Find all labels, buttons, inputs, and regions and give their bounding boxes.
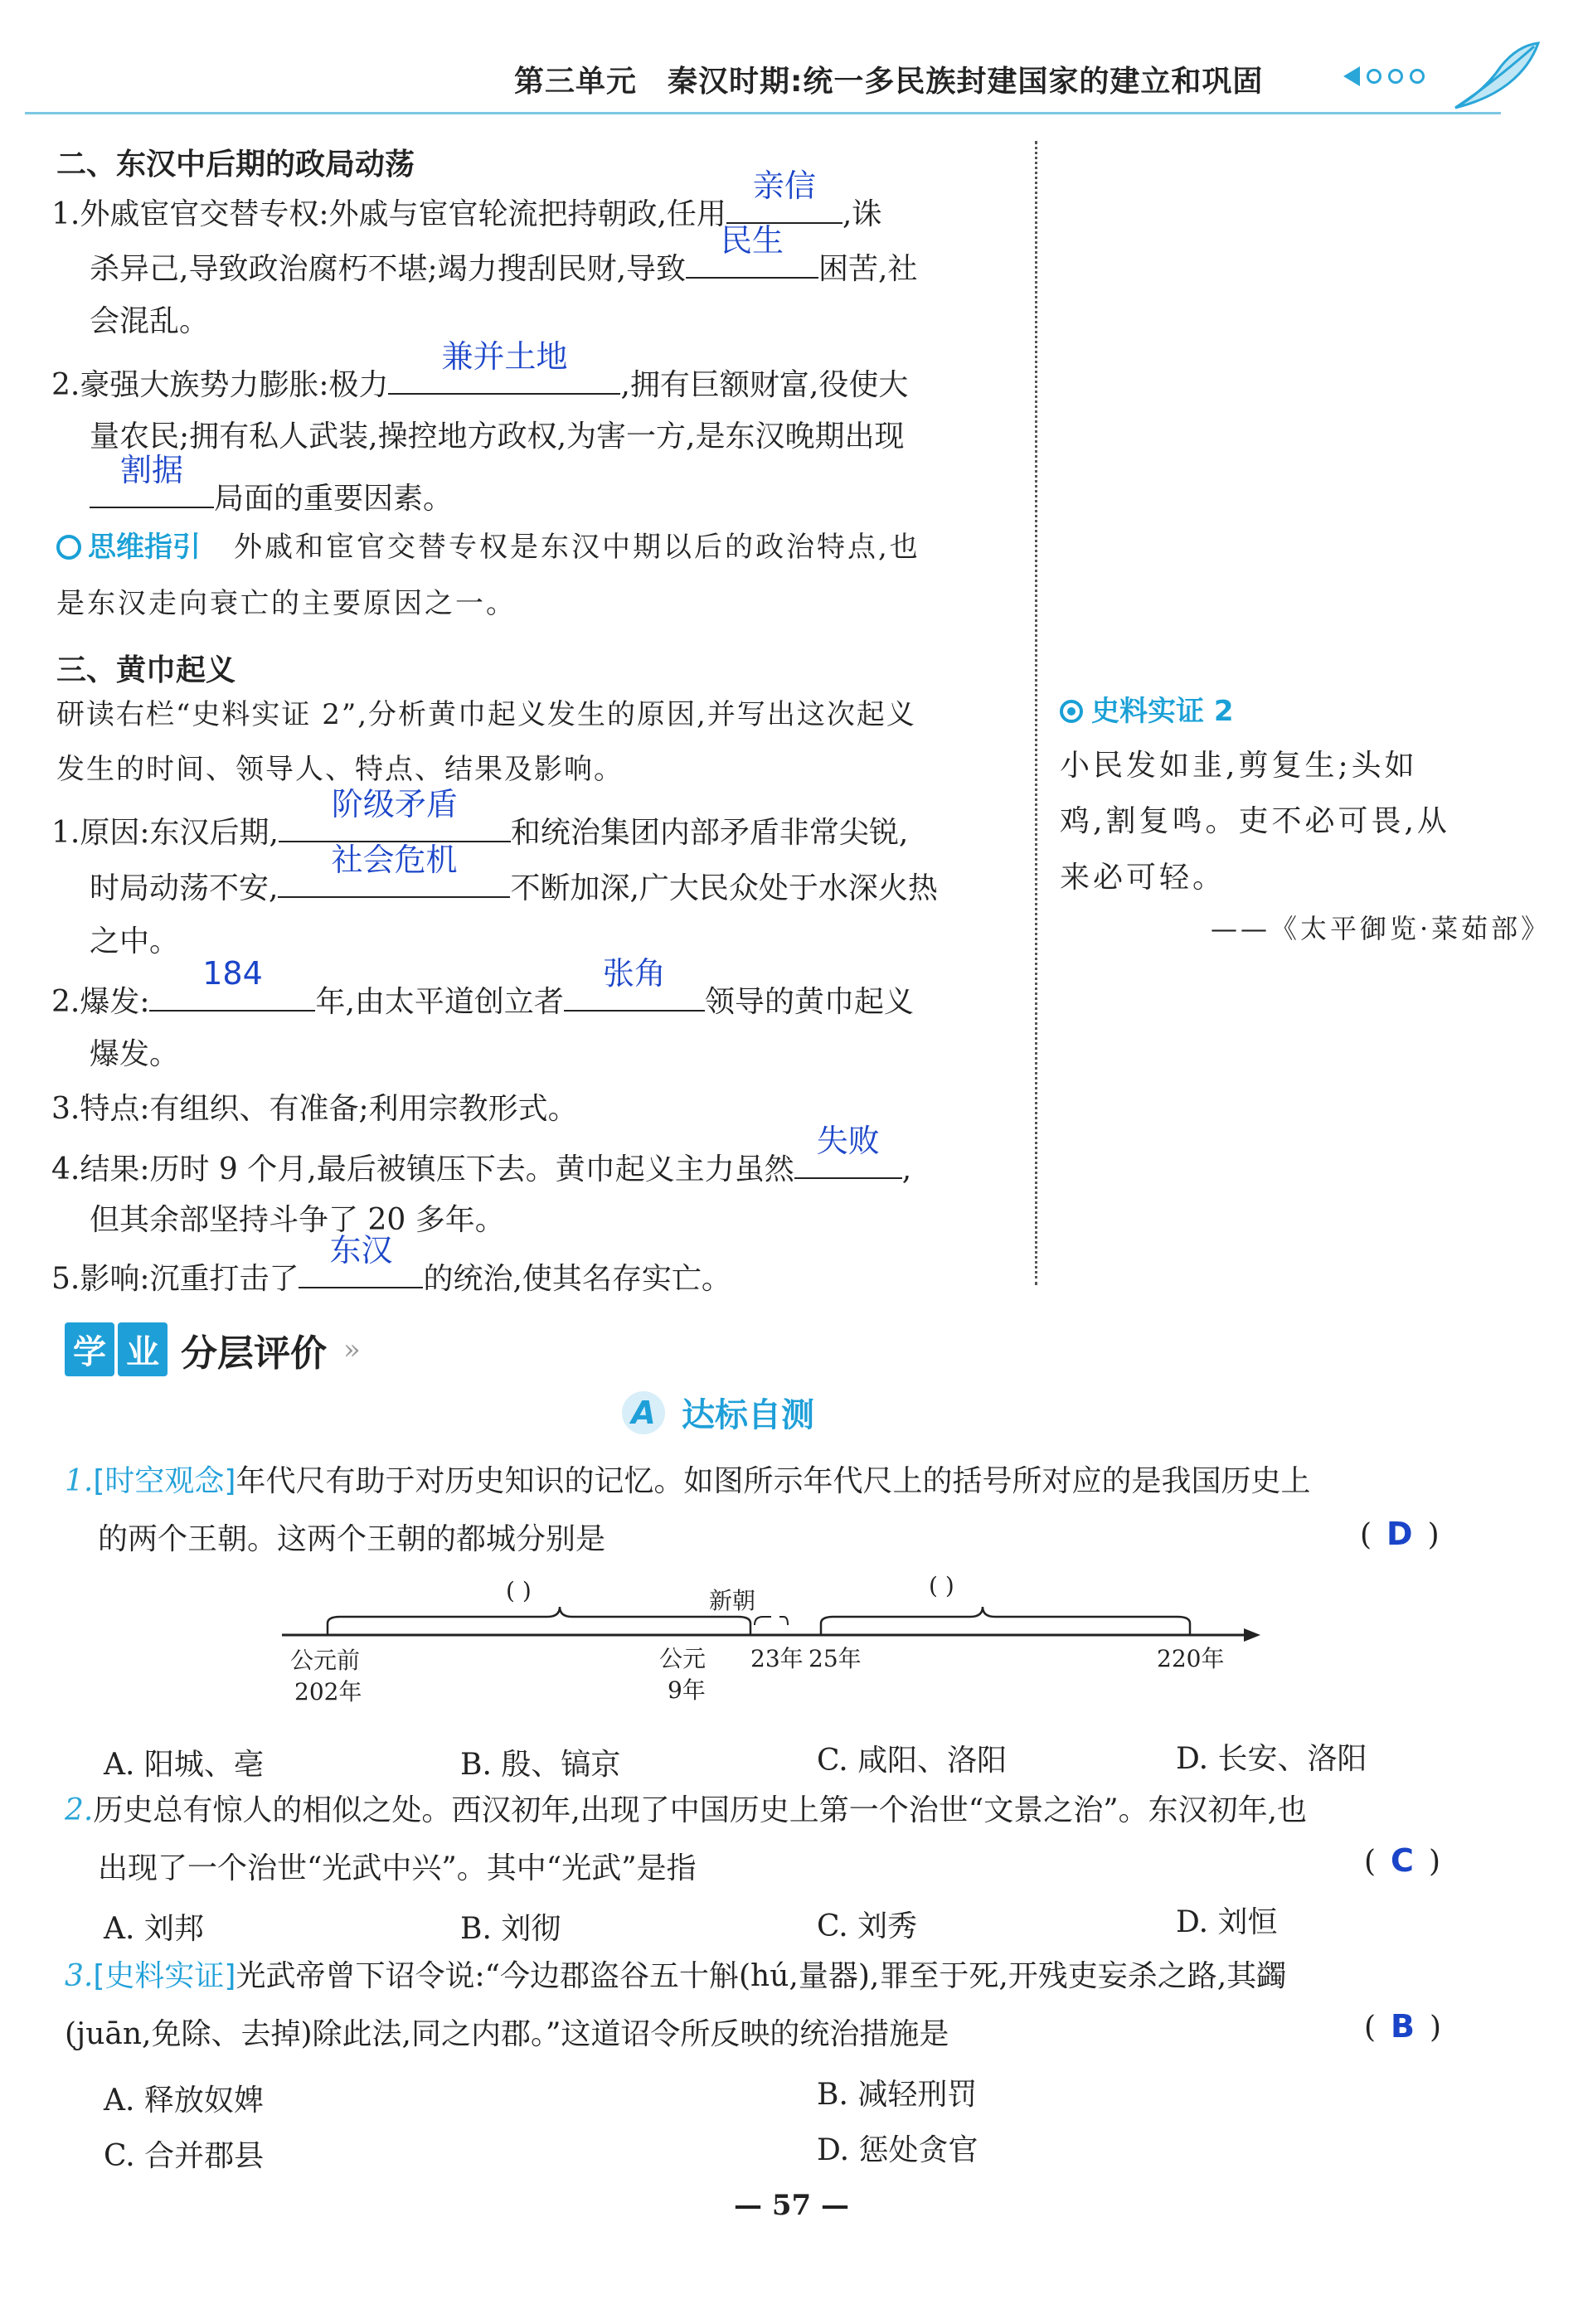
text-line: 但其余部坚持斗争了 20 多年。 (90, 1203, 505, 1237)
option-a: A. 释放奴婢 (104, 2084, 264, 2118)
question-line: (juān,免除、去掉)除此法,同之内郡。”这道诏令所反映的统治措施是 (65, 2017, 949, 2051)
timeline-label-xinchao: 新朝 (709, 1587, 756, 1614)
question-line: 出现了一个治世“光武中兴”。其中“光武”是指 (98, 1851, 697, 1885)
answer-text: 阶级矛盾 (331, 786, 458, 822)
sidebar-divider (1035, 141, 1037, 1285)
banner-badge: 业 (118, 1322, 168, 1376)
banner-title: 分层评价 (181, 1332, 327, 1375)
option-d: D. 惩处贪官 (817, 2133, 978, 2167)
feather-icon (1451, 41, 1542, 116)
text-line: 量农民;拥有私人武装,操控地方政权,为害一方,是东汉晚期出现 (90, 420, 905, 454)
option-b: B. 减轻刑罚 (817, 2078, 978, 2112)
text-line: 3.特点:有组织、有准备;利用宗教形式。 (51, 1092, 578, 1126)
text-line: 时局动荡不安, 社会危机 不断加深,广大民众处于水深火热 (90, 842, 938, 905)
option-b: B. 殷、镐京 (460, 1748, 621, 1782)
text-line: 是东汉走向衰亡的主要原因之一。 (56, 587, 517, 620)
circle-icon (1388, 69, 1403, 84)
header-ornament (1343, 66, 1431, 86)
text-line: 发生的时间、领导人、特点、结果及影响。 (56, 753, 624, 786)
timeline-label: 23年 (750, 1645, 804, 1672)
question-line: 3.[史料实证]光武帝曾下诏令说:“今边郡盗谷五十斛(hú,量器),罪至于死,开残吏妄杀之路,其蠲 (65, 1959, 1287, 1993)
answer-bracket: ( D ) (1360, 1516, 1440, 1552)
text-line: 2.豪强大族势力膨胀:极力 兼并土地 ,拥有巨额财富,役使大 (51, 338, 909, 402)
section-heading: 二、东汉中后期的政局动荡 (56, 148, 415, 182)
answer-text: 184 (202, 955, 263, 992)
sidebar-heading: 史料实证 2 (1060, 688, 1234, 729)
subsection-heading (622, 1389, 814, 1436)
quote-line: 来必可轻。 (1060, 861, 1226, 895)
dynasty-brace-1 (328, 1607, 750, 1635)
section-banner (65, 1322, 361, 1376)
answer-text: 张角 (602, 955, 666, 992)
quote-source: ——《太平御览·菜茹部》 (1211, 913, 1551, 944)
option-c: C. 刘秀 (817, 1909, 918, 1943)
text-line: 2.爆发: 184 年,由太平道创立者 张角 领导的黄巾起义 (51, 955, 914, 1019)
text-line: 之中。 (90, 924, 180, 958)
timeline-label: 公元 (659, 1645, 707, 1672)
thinking-tip: 思维指引 外戚和宦官交替专权是东汉中期以后的政治特点,也 (56, 531, 920, 565)
refresh-icon (56, 535, 81, 560)
question-line: 1.[时空观念]年代尺有助于对历史知识的记忆。如图所示年代尺上的括号所对应的是我国历史上 (65, 1464, 1311, 1498)
option-c: C. 合并郡县 (104, 2139, 265, 2173)
option-a: A. 阳城、亳 (104, 1748, 264, 1782)
subsection-title: 达标自测 (682, 1396, 814, 1434)
section-heading: 三、黄巾起义 (56, 653, 236, 687)
timeline-diagram (274, 1575, 1269, 1725)
header-rule (25, 112, 1501, 114)
text-line: 研读右栏“史料实证 2”,分析黄巾起义发生的原因,并写出这次起义 (56, 698, 916, 731)
text-line: 4.结果:历时 9 个月,最后被镇压下去。黄巾起义主力虽然 失败 , (51, 1123, 912, 1186)
option-d: D. 刘恒 (1176, 1905, 1278, 1939)
question-line: 2.历史总有惊人的相似之处。西汉初年,出现了中国历史上第一个治世“文景之治”。东汉初年,也 (65, 1793, 1308, 1827)
text-line: 会混乱。 (90, 304, 210, 338)
timeline-label: 公元前 (290, 1647, 361, 1674)
text-line: 杀异己,导致政治腐朽不堪;竭力搜刮民财,导致 民生 困苦,社 (90, 222, 918, 286)
timeline-arrow (1244, 1628, 1260, 1642)
option-c: C. 咸阳、洛阳 (817, 1744, 1008, 1778)
option-a: A. 刘邦 (104, 1912, 204, 1946)
option-d: D. 长安、洛阳 (1176, 1742, 1367, 1776)
text-line: 1.原因:东汉后期, 阶级矛盾 和统治集团内部矛盾非常尖锐, (51, 786, 909, 850)
timeline-label: 9年 (668, 1676, 706, 1704)
answer-text: 东汉 (329, 1232, 393, 1269)
triangle-icon (1343, 66, 1360, 86)
circle-icon (1410, 69, 1425, 84)
double-chevron-icon: » (343, 1332, 361, 1366)
answer-text: 亲信 (752, 167, 816, 204)
option-b: B. 刘彻 (460, 1912, 561, 1946)
text-line: 5.影响:沉重打击了 东汉 的统治,使其名存实亡。 (51, 1232, 731, 1296)
answer-bracket: ( B ) (1364, 2008, 1442, 2045)
banner-badge: 学 (65, 1322, 114, 1376)
answer-text: 民生 (721, 222, 784, 259)
timeline-label: 25年 (808, 1645, 862, 1672)
answer-text: 失败 (816, 1123, 880, 1159)
answer-text: 割据 (119, 452, 183, 488)
target-icon (1060, 700, 1083, 723)
quote-line: 小民发如韭,剪复生;头如 (1060, 749, 1418, 783)
text-line: 爆发。 (90, 1037, 180, 1071)
timeline-label: 202年 (294, 1678, 362, 1705)
answer-text: 社会危机 (331, 842, 458, 878)
subsection-letter: A (622, 1391, 665, 1434)
text-line: 1.外戚宦官交替专权:外戚与宦官轮流把持朝政,任用 亲信 ,诛 (51, 167, 882, 231)
quote-line: 鸡,割复鸣。吏不必可畏,从 (1060, 804, 1450, 838)
page-number: — 57 — (734, 2189, 849, 2222)
dynasty-brace-2 (821, 1607, 1190, 1635)
timeline-bracket-1: ( ) (506, 1577, 532, 1604)
text-line: 割据 局面的重要因素。 (90, 477, 453, 517)
answer-text: 兼并土地 (441, 338, 568, 375)
timeline-bracket-2: ( ) (929, 1575, 954, 1599)
circle-icon (1367, 69, 1381, 84)
answer-bracket: ( C ) (1364, 1842, 1440, 1879)
question-line: 的两个王朝。这两个王朝的都城分别是 (98, 1522, 606, 1556)
unit-title: 第三单元 秦汉时期:统一多民族封建国家的建立和巩固 (514, 65, 1264, 99)
timeline-label: 220年 (1157, 1645, 1225, 1672)
